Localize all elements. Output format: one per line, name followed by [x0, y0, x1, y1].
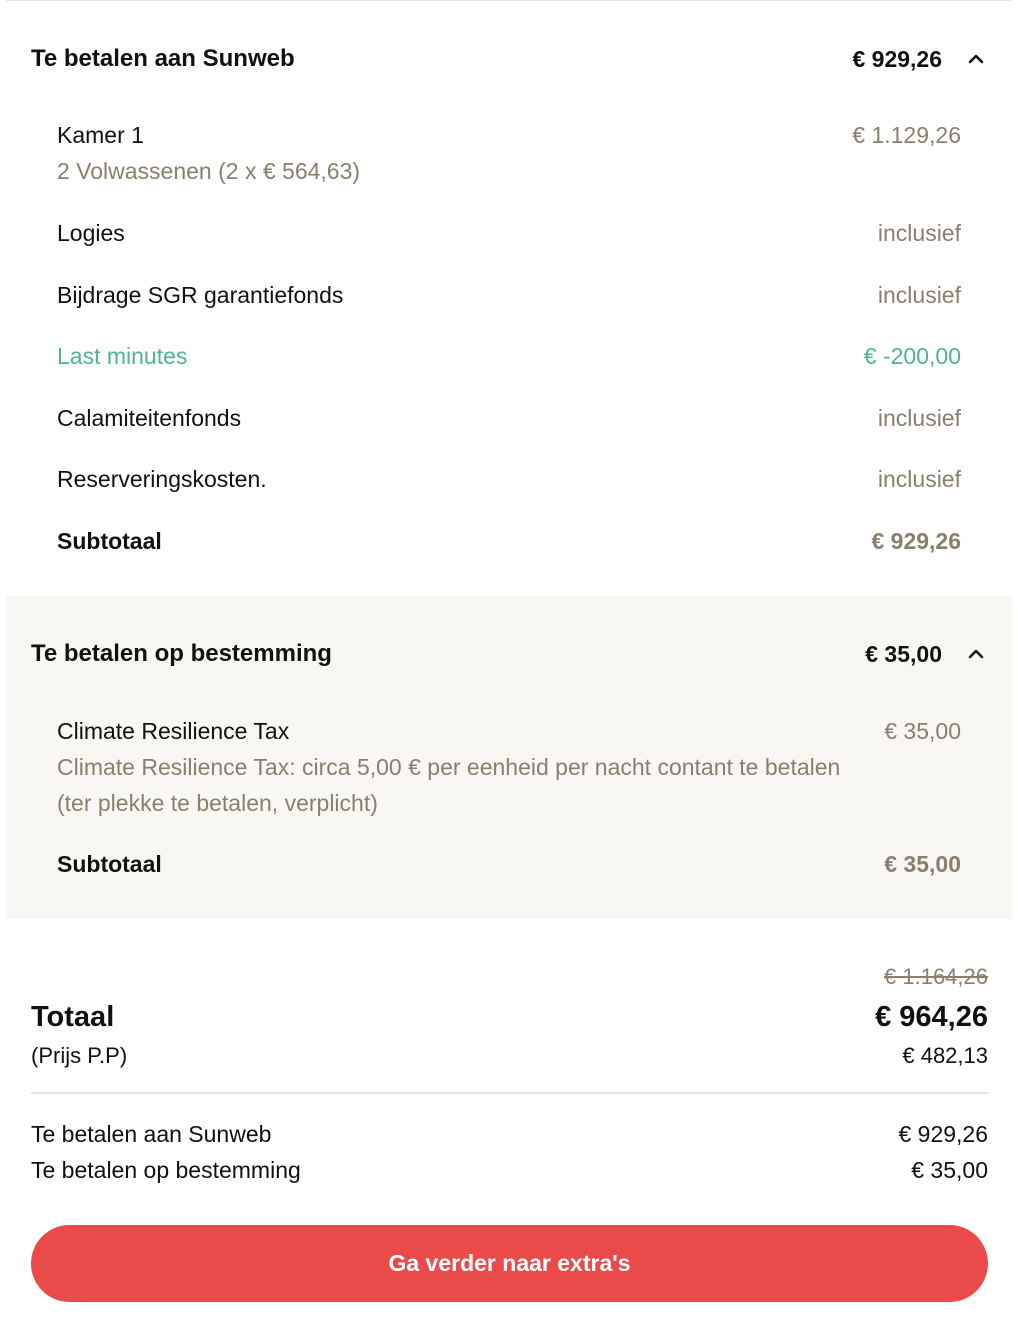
subtotal-label: Subtotaal: [57, 528, 162, 554]
price-per-person-amount: € 482,13: [902, 1043, 988, 1068]
line-item-value: inclusief: [877, 466, 961, 492]
chevron-up-icon[interactable]: [964, 47, 988, 71]
price-per-person-label: (Prijs P.P): [31, 1043, 128, 1068]
price-per-person-row: [31, 1038, 988, 1074]
destination-section-amount: € 35,00: [865, 640, 942, 667]
room-detail: 2 Volwassenen (2 x € 564,63): [57, 158, 361, 184]
line-item: [57, 461, 961, 497]
destination-section-header[interactable]: [31, 634, 988, 674]
discount-row: [57, 338, 961, 374]
total-row: [31, 996, 988, 1038]
divider: [31, 1092, 988, 1094]
subtotal-amount: € 35,00: [884, 851, 961, 877]
line-item: [57, 400, 961, 436]
summary-row: [31, 1152, 988, 1188]
line-item-value: inclusief: [877, 282, 961, 308]
sunweb-header-right: [852, 46, 988, 73]
original-total-price: € 1.164,26: [884, 964, 988, 989]
tax-detail-line1: Climate Resilience Tax: circa 5,00 € per eenheid per nacht contant te betalen: [57, 754, 841, 780]
sunweb-section-amount: € 929,26: [852, 45, 942, 72]
sunweb-subtotal-row: [57, 523, 961, 559]
sunweb-section-title: Te betalen aan Sunweb: [31, 45, 295, 72]
continue-to-extras-button[interactable]: Ga verder naar extra's: [31, 1225, 988, 1302]
total-amount: € 964,26: [875, 1000, 988, 1033]
subtotal-amount: € 929,26: [871, 528, 961, 554]
top-divider: [6, 0, 1012, 1]
room-amount: € 1.129,26: [852, 122, 961, 148]
line-item-label: Reserveringskosten.: [57, 466, 267, 492]
tax-label: Climate Resilience Tax: [57, 718, 290, 744]
line-item-label: Bijdrage SGR garantiefonds: [57, 282, 344, 308]
summary-amount: € 35,00: [911, 1157, 988, 1183]
tax-amount: € 35,00: [884, 718, 961, 744]
line-item-value: inclusief: [877, 405, 961, 431]
room-label: Kamer 1: [57, 122, 144, 148]
summary-label: Te betalen op bestemming: [31, 1157, 301, 1183]
line-item-value: inclusief: [877, 220, 961, 246]
destination-section-title: Te betalen op bestemming: [31, 640, 332, 667]
total-label: Totaal: [31, 1000, 115, 1033]
line-item: [57, 215, 961, 251]
destination-subtotal-row: [57, 846, 961, 882]
subtotal-label: Subtotaal: [57, 851, 162, 877]
line-item-label: Calamiteitenfonds: [57, 405, 242, 431]
sunweb-section-header[interactable]: [31, 39, 988, 79]
room-row: [57, 117, 961, 153]
summary-row: [31, 1116, 988, 1152]
tax-detail-line2: (ter plekke te betalen, verplicht): [57, 790, 378, 816]
tax-row: [57, 713, 961, 749]
destination-header-right: [865, 641, 988, 668]
line-item: [57, 277, 961, 313]
summary-label: Te betalen aan Sunweb: [31, 1121, 272, 1147]
discount-label: Last minutes: [57, 343, 188, 369]
discount-value: € -200,00: [863, 343, 961, 369]
summary-amount: € 929,26: [898, 1121, 988, 1147]
line-item-label: Logies: [57, 220, 125, 246]
chevron-up-icon[interactable]: [964, 642, 988, 666]
